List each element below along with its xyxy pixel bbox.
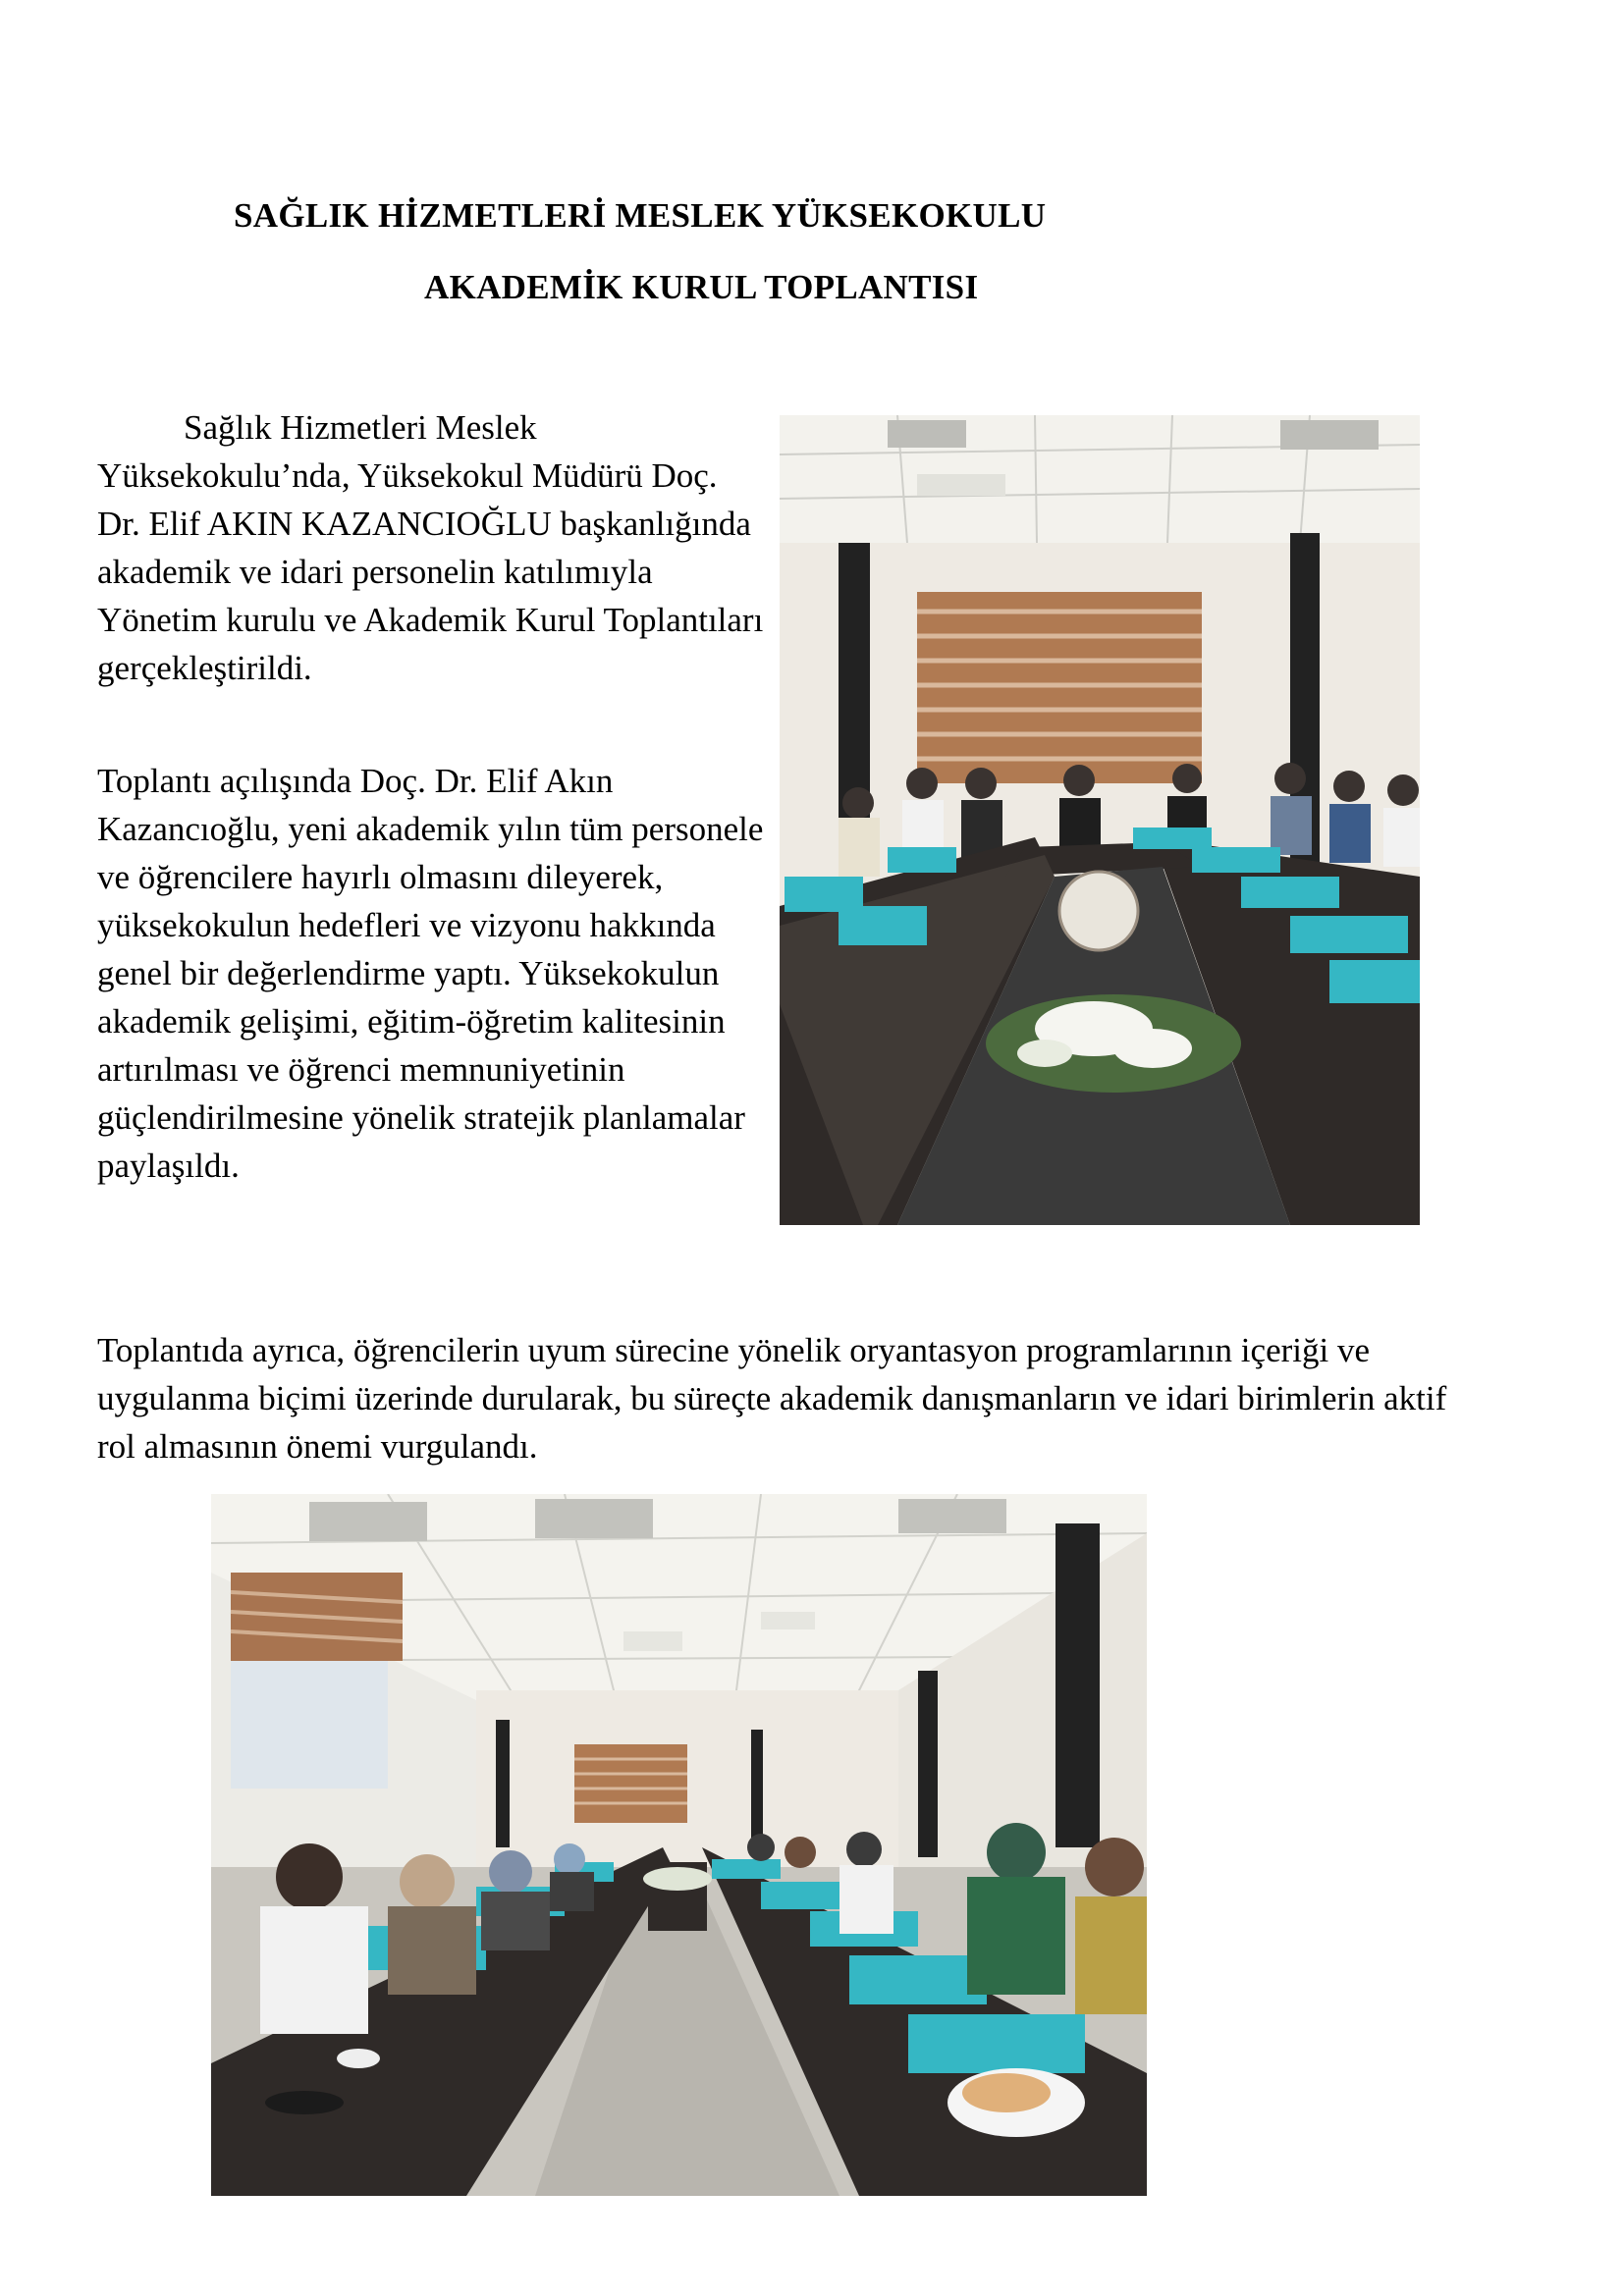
opening-paragraph: Toplantı açılışında Doç. Dr. Elif Akın Kazancıoğlu, yeni akademik yılın tüm personele ve öğrencilere hayırlı olmasını dileyerek, yüksekokulun hedefleri ve vizyonu hakkında genel bir değerlendirme yaptı. Yüksekokulun akademik gelişimi, eğitim-öğretim kalitesinin artırılması ve öğrenci memnuniyetinin güçlendirilmesine yönelik stratejik planlamalar paylaşıldı. [97, 762, 764, 1185]
meeting-photo-front [780, 415, 1420, 1225]
document-title-line-2: AKADEMİK KURUL TOPLANTISI [424, 268, 979, 306]
meeting-photo-wide-illustration [211, 1494, 1147, 2196]
orientation-paragraph: Toplantıda ayrıca, öğrencilerin uyum sürecine yönelik oryantasyon programlarının içeriği ve uygulanma biçimi üzerinde durularak, bu süreçte akademik danışmanların ve idari birimlerin aktif rol almasının önemi vurgulandı. [97, 1331, 1447, 1466]
document-title-line-1: SAĞLIK HİZMETLERİ MESLEK YÜKSEKOKULU [234, 196, 1047, 235]
intro-paragraph: Sağlık Hizmetleri Meslek Yüksekokulu’nda, Yüksekokul Müdürü Doç. Dr. Elif AKIN KAZANCIOĞLU başkanlığında akademik ve idari personelin katılımıyla Yönetim kurulu ve Akademik Kurul Toplantıları gerçekleştirildi. [97, 408, 764, 687]
meeting-photo-front-illustration [780, 415, 1420, 1225]
meeting-photo-wide [211, 1494, 1147, 2196]
